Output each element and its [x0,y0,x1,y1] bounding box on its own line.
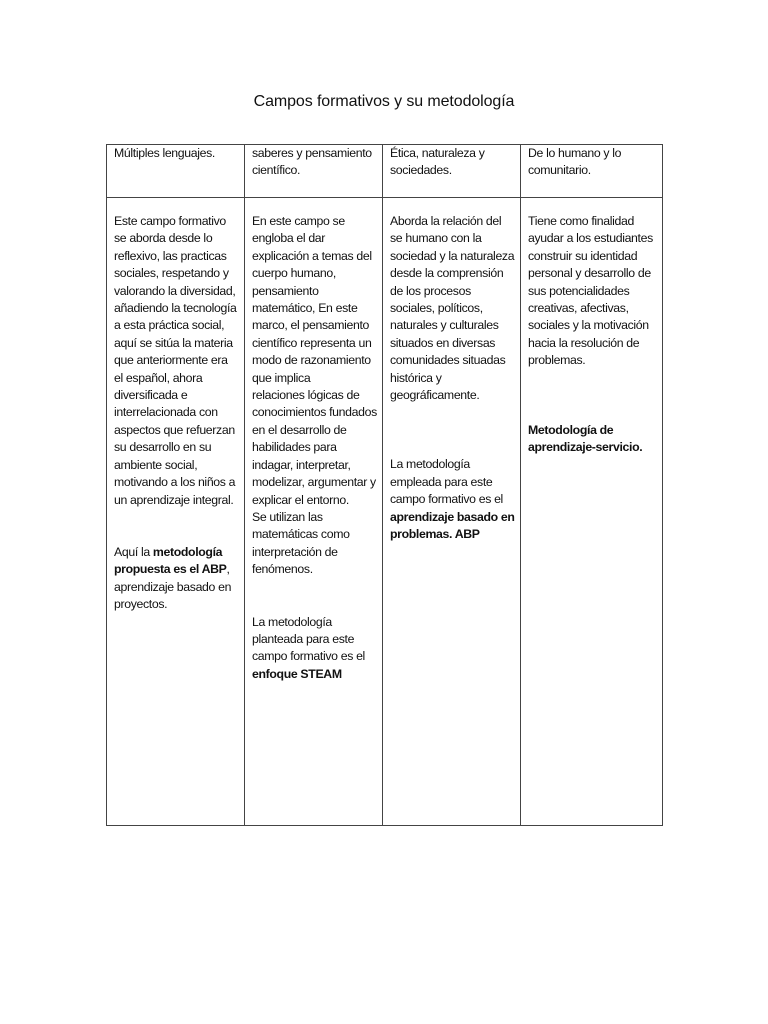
cell-human-community [521,198,663,826]
header-cell-ethics-nature-society: Ética, naturaleza y sociedades. [383,145,521,198]
cell-multiple-languages [107,198,245,826]
header-cell-multiple-languages: Múltiples lenguajes. [107,145,245,198]
cell-ethics-nature-society [383,198,521,826]
description-text: En este campo se engloba el dar explicación a temas del cuerpo humano, pensamiento matemático, En este marco, el pensamiento científico representa un modo de razonamiento que implica [252,214,372,385]
description-text: Tiene como finalidad ayudar a los estudiantes construir su identidad personal y desarrollo de sus potencialidades creativas, afectivas, sociales y la motivación hacia la resolución de problemas. [528,214,653,368]
table-body-row [107,198,663,826]
table-header-row [107,145,663,198]
header-cell-scientific-thinking: saberes y pensamiento científico. [245,145,383,198]
methodology-text: Aquí la metodología propuesta es el ABP, aprendizaje basado en proyectos. [114,544,232,612]
description-text: Este campo formativo se aborda desde lo reflexivo, las practicas sociales, respetando y valorando la diversidad, añadiendo la tecnología a esta práctica social, aquí se sitúa la materia que anteriormente era el español, ahora diversificada e interrelacionada con aspectos que refuerzan su desarrollo en su ambiente social, motivando a los niños a un aprendizaje integral. [114,214,237,507]
methodology-text: La metodología empleada para este campo formativo es el aprendizaje basado en problemas. ABP [390,457,515,542]
header-cell-human-community: De lo humano y lo comunitario. [521,145,663,198]
methodology-text: La metodología planteada para este campo formativo es el enfoque STEAM [252,614,365,681]
cell-scientific-thinking [245,198,383,826]
fields-table [106,144,663,826]
description-text: Aborda la relación del se humano con la sociedad y la naturaleza desde la comprensión de los procesos sociales, políticos, naturales y culturales situados en diversas comunidades situadas histórica y geográficamente. [390,214,515,403]
page-title: Campos formativos y su metodología [253,93,515,110]
description-text-math: Se utilizan las matemáticas como interpretación de fenómenos. [252,509,350,577]
methodology-text: Metodología de aprendizaje-servicio. [528,422,643,455]
description-text-continued: relaciones lógicas de conocimientos fundados en el desarrollo de habilidades para indagar, interpretar, modelizar, argumentar y explicar el entorno. [252,388,377,507]
